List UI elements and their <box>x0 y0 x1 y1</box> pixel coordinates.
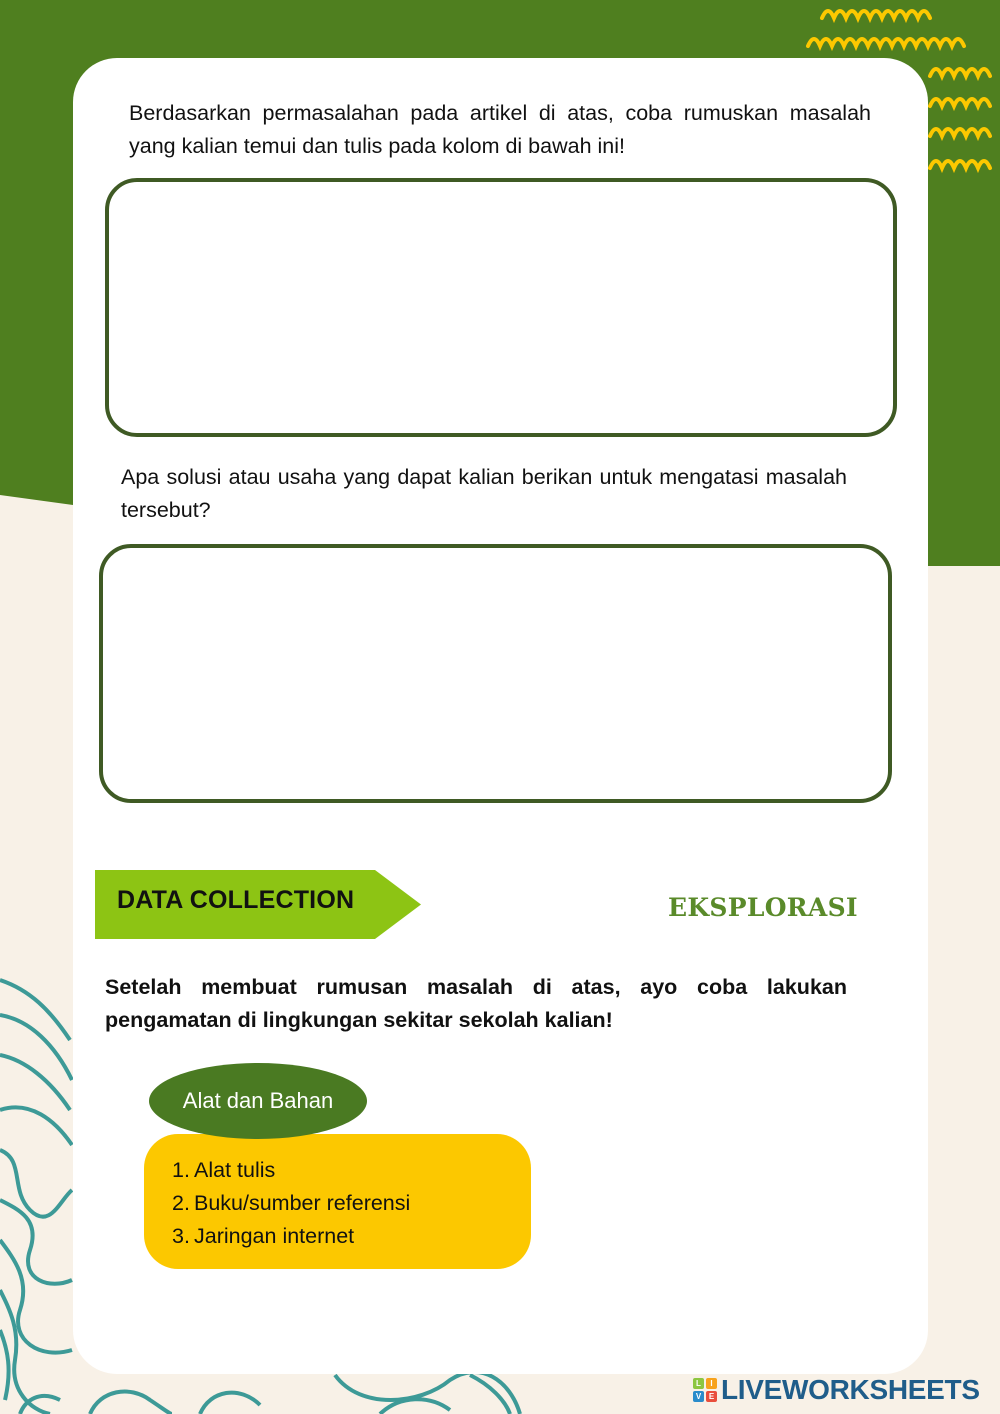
materials-list <box>172 1154 531 1253</box>
question-1-text: Berdasarkan permasalahan pada artikel di atas, coba rumuskan masalah yang kalian temui dan tulis pada kolom di bawah ini! <box>129 101 871 158</box>
logo-letter: I <box>706 1378 717 1389</box>
logo-letter: L <box>693 1378 704 1389</box>
list-item-number: 2. <box>172 1191 190 1215</box>
materials-heading: Alat dan Bahan <box>149 1063 367 1139</box>
instruction-text: Setelah membuat rumusan masalah di atas, ayo coba lakukan pengamatan di lingkungan sekitar sekolah kalian! <box>105 975 847 1032</box>
logo-letter: E <box>706 1391 717 1402</box>
list-item-number: 3. <box>172 1224 190 1248</box>
question-2-text: Apa solusi atau usaha yang dapat kalian berikan untuk mengatasi masalah tersebut? <box>121 465 847 522</box>
list-item-label: Alat tulis <box>194 1158 276 1182</box>
list-item-number: 1. <box>172 1158 190 1182</box>
list-item-label: Buku/sumber referensi <box>194 1191 411 1215</box>
answer-input-2[interactable] <box>127 566 868 785</box>
materials-list-box <box>144 1134 531 1269</box>
answer-input-1[interactable] <box>133 200 873 419</box>
list-item <box>172 1220 531 1253</box>
logo-text: LIVEWORKSHEETS <box>721 1374 980 1405</box>
list-item <box>172 1187 531 1220</box>
section-tag: EKSPLORASI <box>668 893 858 922</box>
section-banner-label: DATA COLLECTION <box>117 886 355 914</box>
list-item <box>172 1154 531 1187</box>
list-item-label: Jaringan internet <box>194 1224 355 1248</box>
logo-grid <box>693 1378 717 1402</box>
answer-box-2[interactable] <box>99 544 892 803</box>
answer-box-1[interactable] <box>105 178 897 437</box>
logo-letter: V <box>693 1391 704 1402</box>
liveworksheets-logo-icon[interactable] <box>693 1374 980 1406</box>
